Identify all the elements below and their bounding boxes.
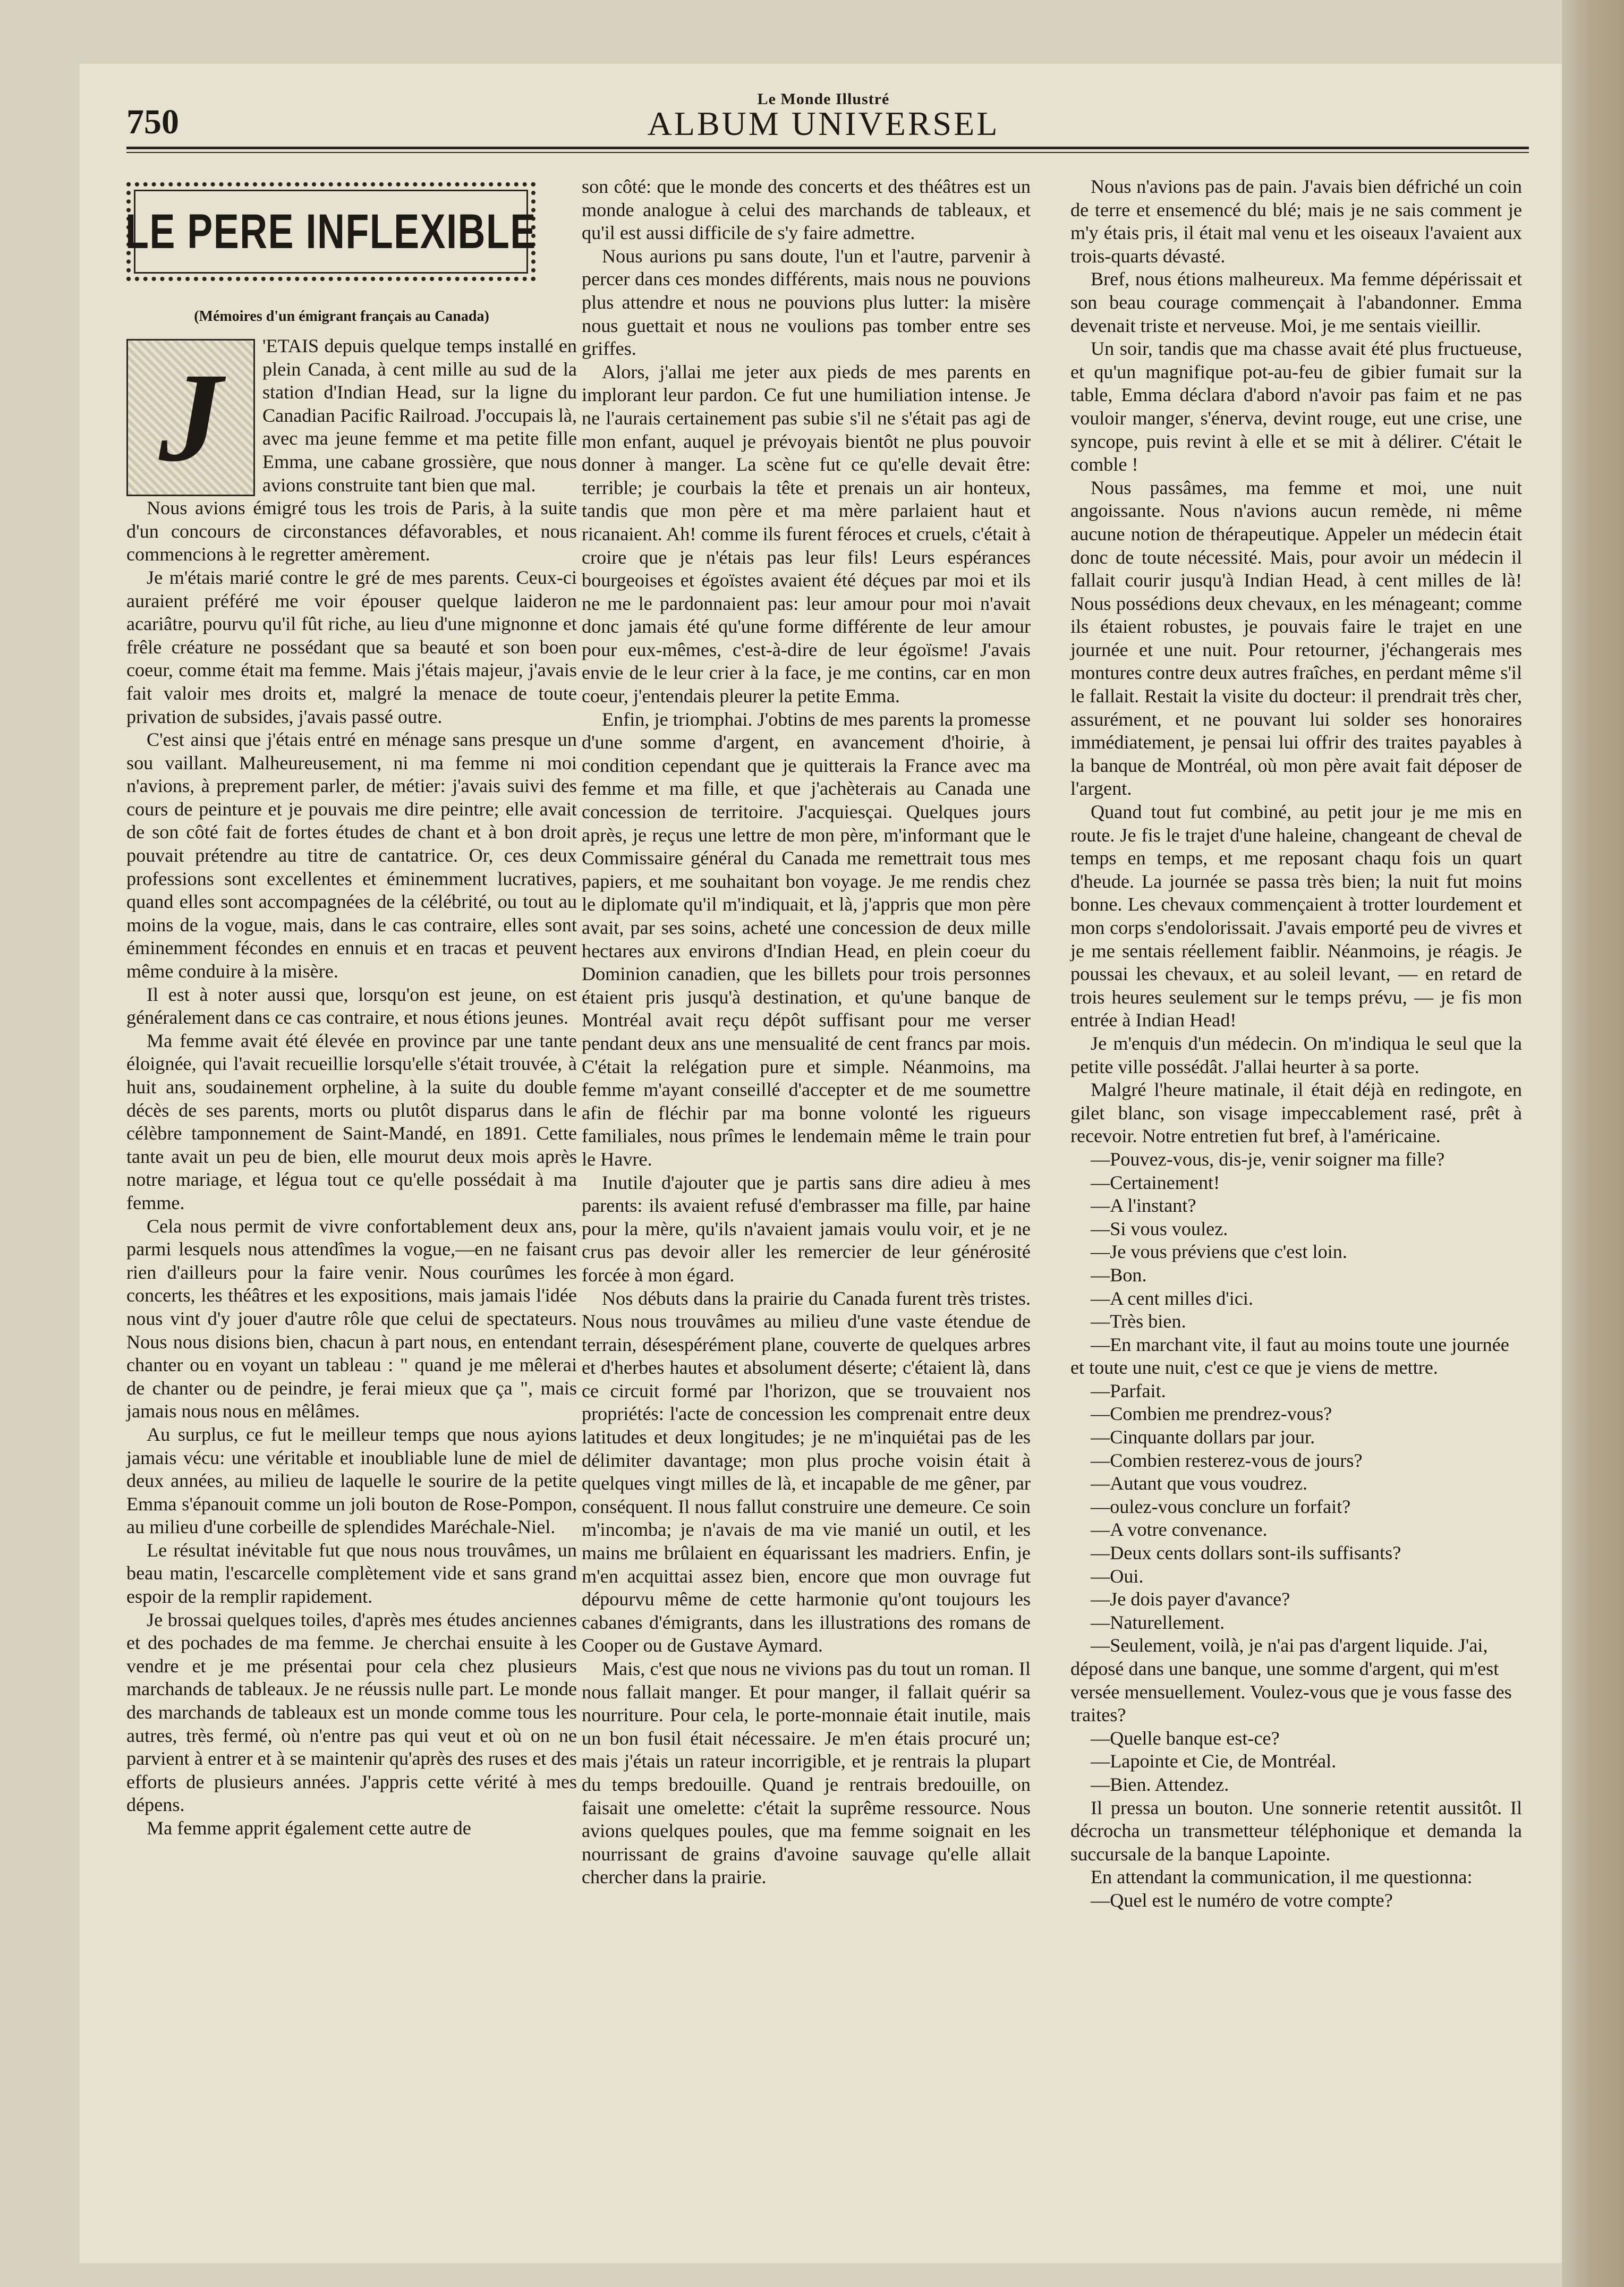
paragraph: —Je vous préviens que c'est loin. xyxy=(1091,1241,1347,1263)
paragraph: —Combien me prendrez-vous? xyxy=(1091,1403,1332,1425)
paragraph: C'est ainsi que j'étais entré en ménage sans presque un sou vaillant. Malheureusement, ni ma femme ni moi n'avions, à preprement parler, de métier: j'avais suivi des cours de peinture et je pouvais me dire peintre; elle avait de son côté fait de fortes études de chant et à bon droit pouvait prétendre au titre de cantatrice. Or, ces deux professions sont excellentes et éminemment lucratives, quand elles sont accompagnées de la célébrité, ou tout au moins de la vogue, mais, dans le cas contraire, elles sont éminemment fécondes en ennuis et en tracas et peuvent même conduire à la misère. xyxy=(126,729,577,982)
article-subtitle: (Mémoires d'un émigrant français au Canada) xyxy=(194,308,489,325)
paragraph: —A l'instant? xyxy=(1091,1195,1196,1217)
paragraph: Nos débuts dans la prairie du Canada furent très tristes. Nous nous trouvâmes au milieu d'une vaste étendue de terrain, désespérément plane, couverte de quelques arbres et d'herbes hautes et absolument déserte; c'étaient là, dans ce circuit formé par l'horizon, que se trouvaient nos propriétés: l'acte de concession les comprenait entre deux latitudes et deux longitudes; je ne m'inquiétai pas de les délimiter davantage; mon plus proche voisin était à quelques vingt milles de là, et incapable de me gêner, par conséquent. Il nous fallut construire une demeure. Ce soin m'incomba; je n'avais de ma vie manié un outil, et les mains me brûlaient en équarissant les madriers. Enfin, je m'en acquittai assez bien, encore que mon ouvrage fut dépourvu même de cette harmonie qu'ont toujours les cabanes d'émigrants, dans les illustrations des romans de Cooper ou de Gustave Aymard. xyxy=(582,1287,1031,1656)
page-number: 750 xyxy=(126,103,179,141)
paragraph: —Parfait. xyxy=(1091,1380,1166,1401)
paragraph: —A votre convenance. xyxy=(1091,1519,1268,1541)
paragraph: Malgré l'heure matinale, il était déjà en redingote, en gilet blanc, son visage impeccablement rasé, prêt à recevoir. Notre entretien fut bref, à l'américaine. xyxy=(1070,1079,1522,1147)
paragraph: Le résultat inévitable fut que nous nous trouvâmes, un beau matin, l'escarcelle complètement vide et sans grand espoir de la remplir rapidement. xyxy=(126,1539,577,1608)
paragraph: 'ETAIS depuis quelque temps installé en plein Canada, à cent mille au sud de la station d'Indian Head, sur la ligne du Canadian Pacific Railroad. J'occupais là, avec ma jeune femme et ma petite fille Emma, une cabane grossière, que nous avions construite tant bien que mal. xyxy=(262,335,577,496)
paragraph: —Oui. xyxy=(1091,1565,1144,1587)
paragraph: Nous n'avions pas de pain. J'avais bien défriché un coin de terre et ensemencé du blé; mais je ne sais comment je m'y étais pris, il était mal venu et les oiseaux l'avaient aux trois-quarts dévasté. xyxy=(1070,176,1522,267)
paragraph: —En marchant vite, il faut au moins toute une journée et toute une nuit, c'est ce que je viens de mettre. xyxy=(1070,1333,1509,1379)
page-edge xyxy=(1562,0,1624,2287)
column-1 xyxy=(126,335,577,1840)
paragraph: Nous aurions pu sans doute, l'un et l'autre, parvenir à percer dans ces mondes différents, mais nous ne pouvions plus attendre et nous ne pouvions plus lutter: la misère nous guettait et nous ne voulions pas tomber entre ses griffes. xyxy=(582,245,1031,360)
paragraph: —A cent milles d'ici. xyxy=(1091,1287,1254,1309)
paragraph: Un soir, tandis que ma chasse avait été plus fructueuse, et qu'un magnifique pot-au-feu de gibier fumait sur la table, Emma déclara d'abord n'avoir pas faim et ne pas vouloir manger, s'énerva, devint rouge, eut une crise, une syncope, puis revint à elle et se mit à délirer. C'était le comble ! xyxy=(1070,338,1522,475)
paragraph: —Quelle banque est-ce? xyxy=(1091,1727,1280,1749)
drop-cap xyxy=(126,339,255,496)
paragraph: Inutile d'ajouter que je partis sans dire adieu à mes parents: ils avaient refusé d'embrasser ma fille, par haine pour la mère, qu'ils n'avaient jamais voulu voir, et je ne crus pas devoir aller les remercier de leur générosité forcée à mon égard. xyxy=(582,1171,1031,1286)
paragraph: —Bon. xyxy=(1091,1264,1147,1286)
paragraph: —Bien. Attendez. xyxy=(1091,1773,1229,1795)
paragraph: —Naturellement. xyxy=(1091,1611,1225,1633)
paragraph: Je brossai quelques toiles, d'après mes études anciennes et des pochades de ma femme. Je cherchai ensuite à les vendre et je me présentai pour cela chez plusieurs marchands de tableaux. Je ne réussis nulle part. Le monde des marchands de tableaux est un monde comme tous les autres, très fermé, où n'entre pas qui veut et où on ne parvient à entrer et à se maintenir qu'après des ruses et des efforts de plusieurs années. J'appris cette vérité à mes dépens. xyxy=(126,1609,577,1816)
masthead-title: ALBUM UNIVERSEL xyxy=(647,105,1000,142)
paragraph: —Quel est le numéro de votre compte? xyxy=(1091,1889,1393,1911)
paragraph: —Autant que vous voudrez. xyxy=(1091,1473,1308,1494)
paragraph: —Combien resterez-vous de jours? xyxy=(1091,1449,1363,1471)
paragraph: —Deux cents dollars sont-ils suffisants? xyxy=(1091,1542,1401,1564)
paragraph: Ma femme apprit également cette autre de xyxy=(147,1817,471,1839)
paragraph: —Pouvez-vous, dis-je, venir soigner ma fille? xyxy=(1091,1148,1445,1170)
paragraph: Il est à noter aussi que, lorsqu'on est jeune, on est généralement dans ce cas contraire, et nous étions jeunes. xyxy=(126,983,577,1028)
paragraph: Au surplus, ce fut le meilleur temps que nous ayions jamais vécu: une véritable et inoubliable lune de miel de deux années, au milieu de laquelle le sourire de la petite Emma s'épanouit comme un joli bouton de Rose-Pompon, au milieu d'une corbeille de splendides Maréchale-Niel. xyxy=(126,1423,577,1538)
paragraph: Nous passâmes, ma femme et moi, une nuit angoissante. Nous n'avions aucun remède, ni même aucune notion de thérapeutique. Appeler un médecin était donc de toute nécessité. Mais, pour avoir un médecin il fallait courir jusqu'à Indian Head, à cent milles de là! Nous possédions deux chevaux, en les ménageant; comme ils étaient robustes, je pouvais faire le trajet en une journée et une nuit. Pour retourner, j'échangerais mes montures contre deux autres fraîches, en perdant même s'il le fallait. Restait la visite du docteur: il prendrait très cher, assurément, et ne pouvant lui solder ses honoraires immédiatement, je pensai lui offrir des traites payables à la banque de Montréal, où mon père avait fait déposer de l'argent. xyxy=(1070,477,1522,800)
paragraph: Je m'enquis d'un médecin. On m'indiqua le seul que la petite ville possédât. J'allai heurter à sa porte. xyxy=(1070,1032,1522,1077)
article-title: LE PERE INFLEXIBLE xyxy=(125,204,537,259)
paragraph: Alors, j'allai me jeter aux pieds de mes parents en implorant leur pardon. Ce fut une humiliation intense. Je ne l'aurais certainement pas subie s'il ne s'était pas agi de mon enfant, auquel je prévoyais bientôt ne plus pouvoir donner à manger. La scène fut ce qu'elle devait être: terrible; je courbais la tête et prenais un air honteux, tandis que mon père et ma mère parlaient haut et ricanaient. Ah! comme ils furent féroces et cruels, c'était à croire que je n'étais pas leur fils! Leurs espérances bourgeoises et égoïstes avaient été déçues par moi et ils ne me le pardonnaient pas: leur amour pour moi n'avait donc jamais été qu'une forme différente de leur amour pour eux-mêmes, c'est-à-dire de leur égoïsme! J'avais envie de le leur crier à la face, je me contins, car en mon coeur, j'entendais pleurer la petite Emma. xyxy=(582,361,1031,707)
column-2 xyxy=(582,175,1031,1889)
paragraph: Cela nous permit de vivre confortablement deux ans, parmi lesquels nous attendîmes la vogue,—en ne faisant rien d'ailleurs pour la faire venir. Nous courûmes les concerts, les théâtres et les expositions, mais jamais l'idée nous vint d'y jouer d'autre rôle que celui de spectateurs. Nous nous disions bien, chacun à part nous, en entendant chanter ou en voyant un tableau : " quand je me mêlerai de chanter ou de peindre, je ferai mieux que ça ", mais jamais nous nous en mêlâmes. xyxy=(126,1215,577,1422)
paragraph: Enfin, je triomphai. J'obtins de mes parents la promesse d'une somme d'argent, en avancement d'hoirie, à condition cependant que je quitterais la France avec ma femme et ma fille, et que j'achèterais au Canada une concession de territoire. J'acquiesçai. Quelques jours après, je reçus une lettre de mon père, m'informant que le Commissaire général du Canada me remettrait tous mes papiers, et me souhaitant bon voyage. Je me rendis chez le diplomate qu'il m'indiquait, et là, j'appris que mon père avait, par ses soins, acheté une concession de deux mille hectares aux environs d'Indian Head, en plein coeur du Dominion canadien, que les billets pour trois personnes étaient pris jusqu'à destination, et qu'une banque de Montréal avait reçu dépôt suffisant pour me verser pendant deux ans une mensualité de cent francs par mois. C'était la relégation pure et simple. Néanmoins, ma femme m'ayant conseillé d'accepter et de me soumettre afin de fléchir par ma bonne volonté les rigueurs familiales, nous prîmes le lendemain même le train pour le Havre. xyxy=(582,708,1031,1170)
paragraph: son côté: que le monde des concerts et des théâtres est un monde analogue à celui des marchands de tableaux, et qu'il est aussi difficile de s'y faire admettre. xyxy=(582,176,1031,244)
paragraph: —Si vous voulez. xyxy=(1091,1218,1228,1239)
paragraph: Ma femme avait été élevée en province par une tante éloignée, qui l'avait recueillie lorsqu'elle s'était trouvée, à huit ans, soudainement orpheline, à la suite du double décès de ses parents, morts ou plutôt disparus dans le célèbre tamponnement de Saint-Mandé, en 1891. Cette tante avait un peu de bien, elle mourut deux mois après notre mariage, et légua tout ce qu'elle possédait à ma femme. xyxy=(126,1030,577,1213)
paragraph: Nous avions émigré tous les trois de Paris, à la suite d'un concours de circonstances défavorables, et nous commencions à le regretter amèrement. xyxy=(126,497,577,565)
header-rule xyxy=(126,147,1529,149)
paragraph: En attendant la communication, il me questionna: xyxy=(1091,1866,1473,1888)
paragraph: —Cinquante dollars par jour. xyxy=(1091,1426,1315,1448)
article-title-frame xyxy=(126,182,535,281)
column-3 xyxy=(1070,175,1522,1912)
paragraph: —Je dois payer d'avance? xyxy=(1091,1588,1290,1610)
drop-cap-letter: J xyxy=(159,346,223,488)
paragraph: —Lapointe et Cie, de Montréal. xyxy=(1091,1750,1337,1772)
paragraph: —Seulement, voilà, je n'ai pas d'argent liquide. J'ai, déposé dans une banque, une somme d'argent, qui m'est versée mensuellement. Voulez-vous que je vous fasse des traites? xyxy=(1070,1635,1512,1726)
paragraph: —oulez-vous conclure un forfait? xyxy=(1091,1495,1351,1517)
paragraph: Il pressa un bouton. Une sonnerie retentit aussitôt. Il décrocha un transmetteur téléphonique et demanda la succursale de la banque Lapointe. xyxy=(1070,1797,1522,1865)
paragraph: Je m'étais marié contre le gré de mes parents. Ceux-ci auraient préféré me voir épouser quelque laideron acariâtre, pourvu qu'il fût riche, au lieu d'une mignonne et frêle créature ne possédant que sa beauté et son boen coeur, comme était ma femme. Mais j'étais majeur, j'avais fait valoir mes droits et, malgré la menace de toute privation de subsides, j'avais passé outre. xyxy=(126,566,577,727)
paragraph: —Certainement! xyxy=(1091,1171,1220,1193)
paragraph: Bref, nous étions malheureux. Ma femme dépérissait et son beau courage commençait à l'abandonner. Emma devenait triste et nerveuse. Moi, je me sentais vieillir. xyxy=(1070,268,1522,336)
header-rule-thin xyxy=(126,152,1529,153)
masthead-top: Le Monde Illustré xyxy=(757,90,890,108)
paragraph: Quand tout fut combiné, au petit jour je me mis en route. Je fis le trajet d'une haleine, changeant de cheval de temps en temps, et me reposant chaqu fois un quart d'heude. La journée se passa très bien; la nuit fut moins bonne. Les chevaux commençaient à trotter lourdement et mon corps s'endolorissait. J'avais emporté peu de vivres et je me sentais réellement faiblir. Néanmoins, je réagis. Je poussai les chevaux, et au soleil levant, — en retard de trois heures seulement sur le temps prévu, — je fis mon entrée à Indian Head! xyxy=(1070,801,1522,1031)
paragraph: —Très bien. xyxy=(1091,1311,1186,1332)
paragraph: Mais, c'est que nous ne vivions pas du tout un roman. Il nous fallait manger. Et pour manger, il fallait quérir sa nourriture. Pour cela, le porte-monnaie était inutile, mais un bon fusil était nécessaire. Je m'en étais procuré un; mais j'étais un rateur incorrigible, et je rentrais la plupart du temps bredouille. Quand je rentrais bredouille, on faisait une omelette: c'était la suprême ressource. Nous avions quelques poules, que ma femme soignait en les nourrissant de grains d'avoine sauvage qu'elle allait chercher dans la prairie. xyxy=(582,1658,1031,1888)
